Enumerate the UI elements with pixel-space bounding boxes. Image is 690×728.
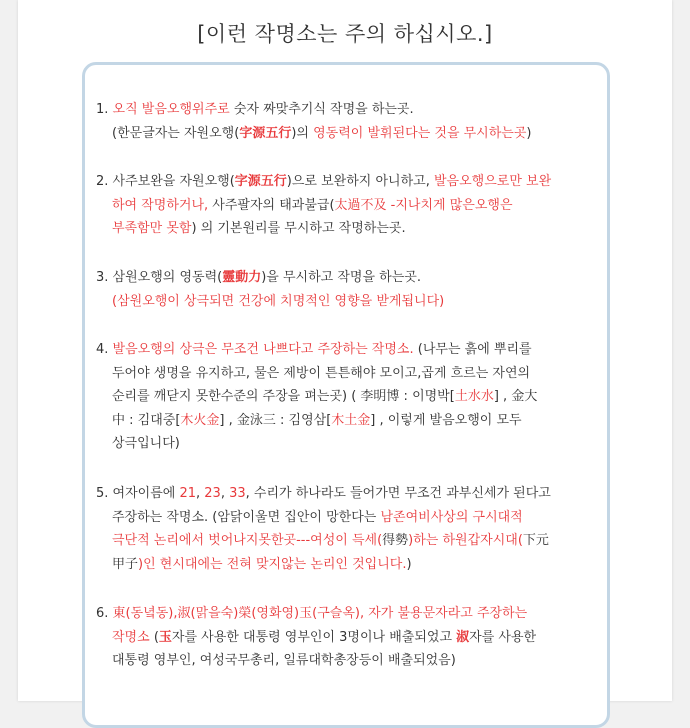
text-segment: 자를 사용한 대통령 영부인이 3명이나 배출되었고 [171,629,457,645]
text-segment: (나무는 흙에 뿌리를 [413,342,532,357]
text-segment: ) 의 기본원리를 무시하고 작명하는곳. [191,221,406,236]
text-segment: , [196,486,205,501]
warning-item-3 [96,266,596,313]
text-segment: 숫자 짜맞추기식 작명을 하는곳. [229,102,414,117]
text-segment: 甲子 [112,556,139,572]
item-line [96,338,596,362]
text-segment: (삼원오행이 상극되면 건강에 치명적인 영향을 받게됩니다) [112,293,445,309]
text-segment: 得勢 [382,533,409,548]
text-segment: 木土金 [331,412,371,428]
text-segment: 靈動力 [222,270,262,285]
item-line [96,506,596,530]
text-segment: 字源五行 [239,125,292,141]
text-segment: )으로 보완하지 아니하고, [286,174,434,189]
warning-item-6 [96,602,596,673]
item-line [96,266,596,290]
text-segment: ] , 金泳三 : 김영삼[ [219,412,332,428]
text-segment: 주장하는 작명소. (암닭이울면 집안이 망한다는 [112,509,381,525]
warning-item-2 [96,170,596,241]
text-segment: 21 [179,486,197,501]
text-segment: 상극입니다) [112,436,180,451]
text-segment: ( [149,629,159,645]
text-segment: 남존여비사상의 구시대적 [380,509,523,525]
text-segment: 淑 [456,629,470,645]
item-line [96,409,596,433]
text-segment: 23 [204,486,221,501]
warning-item-5 [96,482,596,576]
page-title: [이런 작명소는 주의 하십시오.] [197,22,493,46]
item-line [96,362,596,386]
text-segment: 33 [229,486,246,501]
text-segment: )하는 하원갑자시대( [408,533,523,548]
text-segment: 발음오행으로만 보완 [433,174,552,189]
text-segment: 太過不及 -지나치게 많은오행은 [334,197,513,213]
item-line [96,602,596,626]
text-segment: 1. [96,102,113,117]
item-line [96,432,596,456]
text-segment: 玉 [158,629,172,645]
warning-item-1 [96,98,596,145]
text-segment: 발음오행의 상극은 무조건 나쁘다고 주장하는 작명소. [112,342,414,357]
text-segment: )을 무시하고 작명을 하는곳. [261,270,421,285]
item-line [96,98,596,122]
text-segment: 영동력이 발휘된다는 것을 무시하는곳 [313,125,527,141]
text-segment: )인 현시대에는 전혀 맞지않는 논리인 것입니다. [138,556,407,572]
text-segment: )의 [291,125,314,141]
item-line [96,385,596,409]
item-line [96,290,596,314]
text-segment: ] , 이렇게 발음오행이 모두 [370,412,522,428]
item-line [96,649,596,673]
text-segment: 극단적 논리에서 벗어나지못한곳---여성이 득세( [112,533,383,548]
text-segment: 6. [96,606,113,621]
text-segment: 오직 발음오행위주로 [112,102,230,117]
text-segment: ) [406,556,412,572]
text-segment: (한문글자는 자원오행( [112,125,240,141]
text-segment: 사주팔자의 태과불급( [208,197,335,213]
text-segment: 5. 여자이름에 [96,486,180,501]
text-segment: 두어야 생명을 유지하고, 물은 제방이 튼튼해야 모이고,곱게 흐르는 자연의 [112,365,531,381]
text-segment: 3. 삼원오행의 영동력( [96,270,223,285]
warning-item-4 [96,338,596,456]
item-line [96,194,596,218]
text-segment: ) [526,125,532,141]
text-segment: 자를 사용한 [469,629,537,645]
item-line [96,217,596,241]
item-line [96,122,596,146]
text-segment: ] , 金大 [493,389,538,404]
text-segment: 대통령 영부인, 여성국무총리, 일류대학총장등이 배출되었음) [112,653,456,668]
text-segment: 부족함만 못함 [112,221,192,236]
text-segment: 中 : 김대중[ [112,412,181,428]
text-segment: 작명소 [112,629,150,645]
text-segment: , [220,486,230,501]
item-line [96,626,596,650]
text-segment: 2. 사주보완을 자원오행( [96,174,235,189]
text-segment: 순리를 깨닫지 못한수준의 주장을 펴는곳) ( 李明博 : 이명박[ [112,389,455,404]
item-line [96,529,596,553]
text-segment: 下元 [522,533,549,548]
text-segment: , 수리가 하나라도 들어가면 무조건 과부신세가 된다고 [245,486,551,501]
text-segment: 東(동녘동),淑(맑을숙)榮(영화영)玉(구슬옥), 자가 불용문자라고 주장하는 [112,606,528,621]
text-segment: 木火金 [180,412,220,428]
item-line [96,482,596,506]
text-segment: 字源五行 [234,174,287,189]
text-segment: 土水水 [454,389,494,404]
item-line [96,170,596,194]
item-line [96,553,596,577]
text-segment: 4. [96,342,113,357]
text-segment: 하여 작명하거나, [112,197,209,213]
